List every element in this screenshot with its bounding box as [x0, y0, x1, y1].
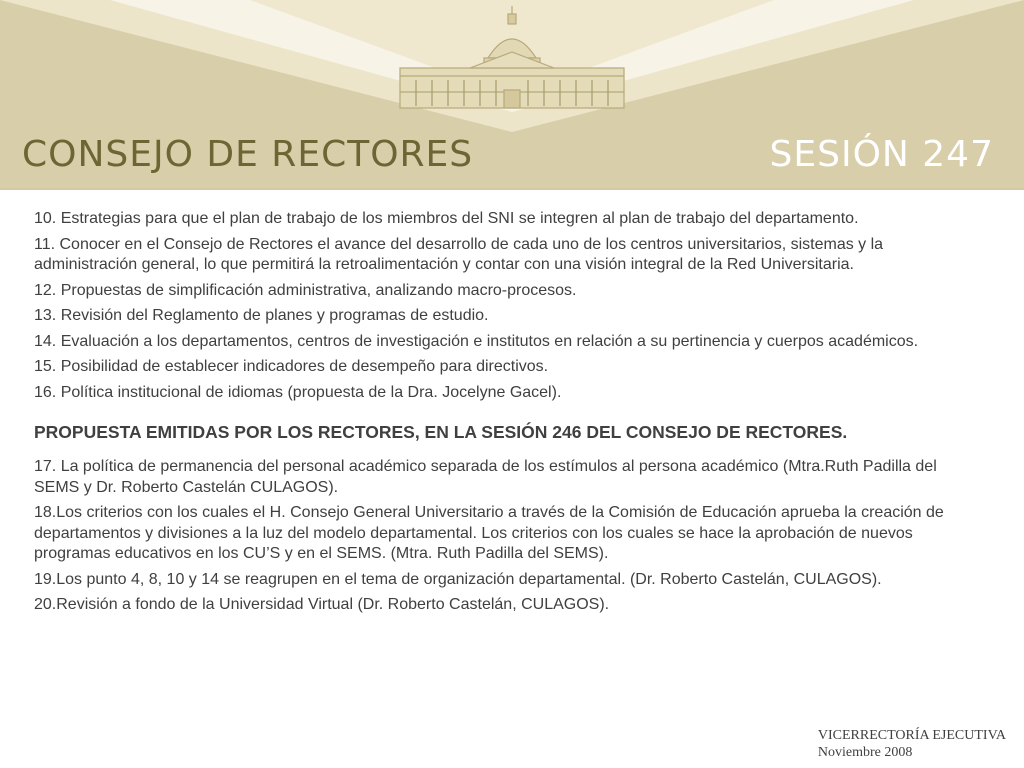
list-item: 13. Revisión del Reglamento de planes y programas de estudio.: [34, 307, 489, 324]
list-item: 18.Los criterios con los cuales el H. Consejo General Universitario a través de la Comisión de Educación aprueba la creación de departamentos y divisiones a la luz del modelo departamental. Los criterios con los cuales se hace la aprobación de nuevos programas educativos en los CU’S y en el SEMS. (Mtra. Ruth Padilla del SEMS).: [34, 504, 944, 562]
list-item: 10. Estrategias para que el plan de trabajo de los miembros del SNI se integren al plan de trabajo del departamento.: [34, 210, 859, 227]
list-item: 12. Propuestas de simplificación administrativa, analizando macro-procesos.: [34, 281, 577, 299]
list-item: 17. La política de permanencia del personal académico separada de los estímulos al persona académico (Mtra.Ruth Padilla del SEMS y Dr. Roberto Castelán CULAGOS).: [34, 458, 937, 496]
list-item: 14. Evaluación a los departamentos, centros de investigación e institutos en relación a su pertinencia y cuerpos académicos.: [34, 332, 919, 350]
footer-signature: [818, 727, 1006, 761]
list-item: 20.Revisión a fondo de la Universidad Virtual (Dr. Roberto Castelán, CULAGOS).: [34, 596, 610, 613]
list-item: 19.Los punto 4, 8, 10 y 14 se reagrupen en el tema de organización departamental. (Dr. Roberto Castelán, CULAGOS).: [34, 570, 882, 588]
list-item: 15. Posibilidad de establecer indicadores de desempeño para directivos.: [34, 358, 549, 375]
section-heading: PROPUESTA EMITIDAS POR LOS RECTORES, EN LA SESIÓN 246 DEL CONSEJO DE RECTORES.: [34, 422, 848, 442]
agenda-content: [34, 209, 984, 621]
page-title: CONSEJO DE RECTORES: [22, 134, 474, 175]
footer-department: VICERRECTORÍA EJECUTIVA: [817, 728, 1006, 743]
session-label: SESIÓN 247: [769, 134, 994, 175]
list-item: 16. Política institucional de idiomas (propuesta de la Dra. Jocelyne Gacel).: [34, 383, 562, 401]
footer-date: Noviembre 2008: [817, 745, 913, 760]
list-item: 11. Conocer en el Consejo de Rectores el avance del desarrollo de cada uno de los centros universitarios, sistemas y la administración general, lo que permitirá la retroalimentación y contar con una visión integral de la Red Universitaria.: [34, 235, 884, 273]
header-banner: [0, 0, 1024, 190]
